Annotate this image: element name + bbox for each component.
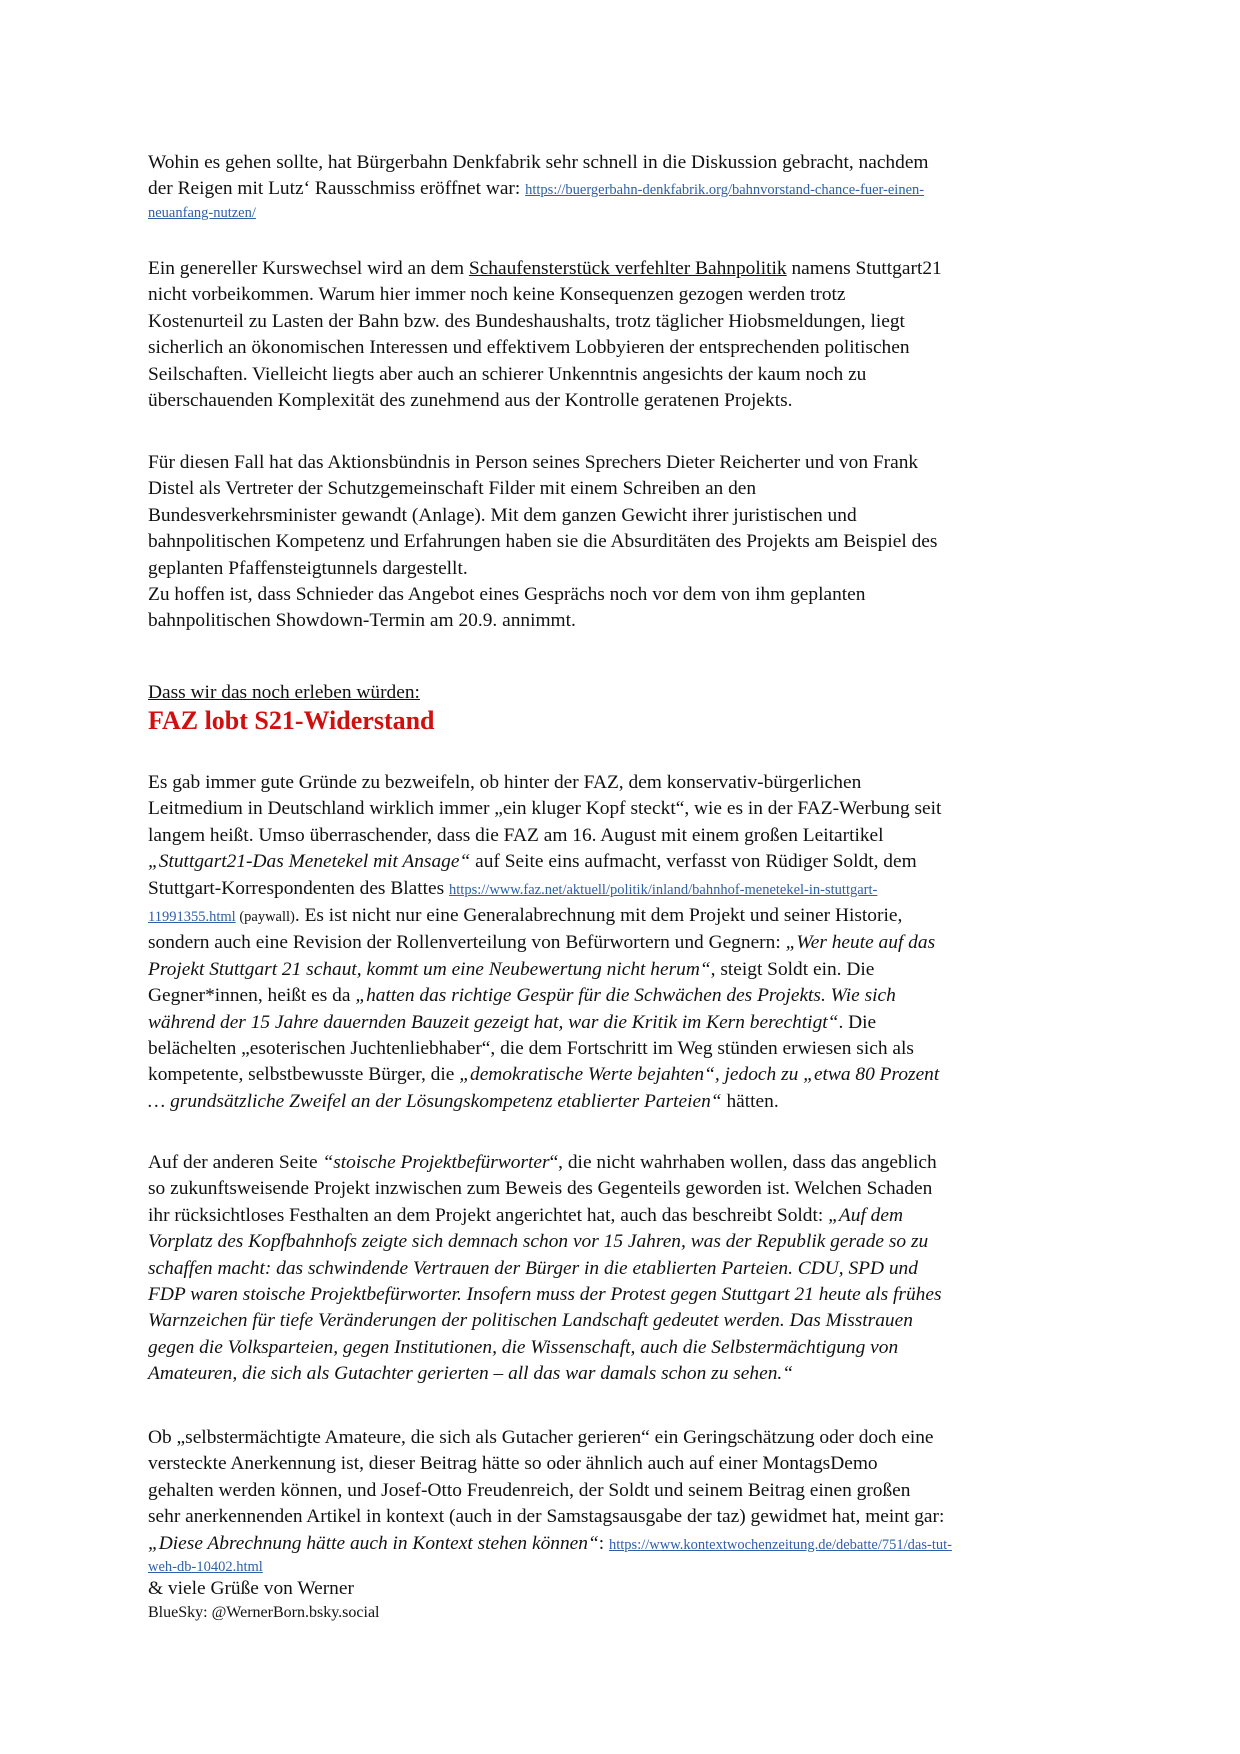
- text-line: Zu hoffen ist, dass Schnieder das Angebot eines Gesprächs noch vor dem von ihm geplanten: [148, 584, 866, 606]
- text-line: [148, 256, 942, 282]
- quote-italic: „Auf dem: [828, 1204, 903, 1226]
- text-line: [148, 204, 929, 221]
- text-line: Ob „selbstermächtigte Amateure, die sich als Gutacher gerieren“ ein Geringschätzung oder doch eine: [148, 1427, 934, 1448]
- quote-line: schaffen macht: das schwindende Vertrauen der Bürger in die etablierten Parteien. CDU, SPD und: [148, 1257, 918, 1279]
- text-span: . Die: [838, 1011, 877, 1033]
- text-line: [148, 1203, 942, 1229]
- text-span: , steigt Soldt ein. Die: [710, 958, 875, 980]
- text-line: [148, 1010, 941, 1036]
- text-line: bahnpolitischen Showdown-Termin am 20.9. annimmt.: [148, 610, 576, 632]
- quote-italic: „demokratische Werte bejahten“, jedoch zu „etwa 80 Prozent: [459, 1064, 940, 1086]
- quote-italic: „Wer heute auf das: [785, 932, 936, 954]
- quote-italic: „Diese Abrechnung hätte auch in Kontext stehen können“: [148, 1532, 599, 1554]
- text-line: [148, 930, 941, 956]
- paragraph-aktionsbuendnis: [148, 450, 937, 635]
- text-span: der Reigen mit Lutz‘ Rausschmiss eröffnet war:: [148, 178, 526, 200]
- text-line: [148, 176, 929, 203]
- text-span: Ein genereller Kurswechsel wird an dem: [148, 258, 469, 279]
- text-line: sehr anerkennenden Artikel in kontext (auch in der Samstagsausgabe der taz) gewidmet hat, meint gar:: [148, 1506, 945, 1528]
- bluesky-handle: BlueSky: @WernerBorn.bsky.social: [148, 1604, 380, 1621]
- quote-line: Warnzeichen für tiefe Veränderungen der politischen Landschaft gedeutet werden. Das Misstrauen: [148, 1310, 913, 1332]
- text-span: “, die nicht wahrhaben wollen, dass das angeblich: [549, 1152, 937, 1173]
- kontext-link-continued[interactable]: weh-db-10402.html: [148, 1559, 263, 1576]
- text-line: geplanten Pfaffensteigtunnels dargestellt.: [148, 557, 468, 579]
- text-line: gehalten werden können, und Josef-Otto Freudenreich, der Soldt und seinem Beitrag einen großen: [148, 1479, 911, 1501]
- text-line: nicht vorbeikommen. Warum hier immer noch keine Konsequenzen gezogen werden trotz: [148, 284, 846, 306]
- quote-italic: während der 15 Jahre dauernden Bauzeit gezeigt hat, war die Kritik im Kern berechtigt“: [148, 1011, 839, 1033]
- text-line: Wohin es gehen sollte, hat Bürgerbahn Denkfabrik sehr schnell in die Diskussion gebracht, nachdem: [148, 152, 929, 173]
- quote-italic: „Stuttgart21-Das Menetekel mit Ansage“: [148, 851, 471, 873]
- text-line: [148, 1089, 941, 1115]
- text-span: . Es ist nicht nur eine Generalabrechnung mit dem Projekt und seiner Historie,: [294, 905, 903, 927]
- text-line: langem heißt. Umso überraschender, dass die FAZ am 16. August mit einem großen Leitartikel: [148, 824, 884, 846]
- text-line: [148, 1531, 952, 1558]
- text-line: [148, 903, 941, 930]
- text-line: belächelten „esoterischen Juchtenliebhaber“, die dem Fortschritt im Weg stünden erwiesen sich als: [148, 1038, 914, 1060]
- paragraph-kurswechsel: [148, 256, 942, 414]
- paywall-note: (paywall): [235, 909, 295, 926]
- quote-italic: … grundsätzliche Zweifel an der Lösungskompetenz etablierter Parteien“: [148, 1090, 722, 1112]
- text-line: [148, 849, 941, 875]
- buergerbahn-link-continued[interactable]: neuanfang-nutzen/: [148, 204, 256, 221]
- quote-line: Amateuren, die sich als Gutachter gerierten – all das war damals schon zu sehen.“: [148, 1363, 794, 1385]
- paragraph-kontext: [148, 1425, 952, 1575]
- quote-line: Vorplatz des Kopfbahnhofs zeigte sich demnach schon vor 15 Jahren, was der Republik gerade so zu: [148, 1231, 929, 1253]
- paragraph-befuerworter: [148, 1150, 942, 1388]
- text-line: Kostenurteil zu Lasten der Bahn bzw. des Bundeshaushalts, trotz täglicher Hiobsmeldungen, liegt: [148, 310, 905, 332]
- kontext-link[interactable]: https://www.kontextwochenzeitung.de/debatte/751/das-tut-: [609, 1536, 952, 1553]
- text-span: auf Seite eins aufmacht, verfasst von Rüdiger Soldt, dem: [470, 851, 917, 873]
- headline: FAZ lobt S21-Widerstand: [148, 706, 435, 735]
- text-line: [148, 957, 941, 983]
- quote-line: FDP waren stoische Projektbefürworter. Insofern muss der Protest gegen Stuttgart 21 heute als frühes: [148, 1284, 942, 1306]
- text-line: Leitmedium in Deutschland wirklich immer „ein kluger Kopf steckt“, wie es in der FAZ-Werbung seit: [148, 798, 942, 820]
- text-span: kompetente, selbstbewusste Bürger, die: [148, 1064, 460, 1086]
- text-span: namens Stuttgart21: [786, 258, 942, 279]
- text-span: Gegner*innen, heißt es da: [148, 985, 356, 1007]
- text-line: versteckte Anerkennung ist, dieser Beitrag hätte so oder ähnlich auch auf einer MontagsDemo: [148, 1453, 878, 1475]
- text-line: [148, 1558, 952, 1575]
- text-line: bahnpolitischen Kompetenz und Erfahrungen haben sie die Absurditäten des Projekts am Beispiel des: [148, 531, 938, 553]
- faz-link[interactable]: https://www.faz.net/aktuell/politik/inland/bahnhof-menetekel-in-stuttgart-: [449, 881, 878, 898]
- text-line: [148, 1150, 942, 1176]
- text-line: [148, 983, 941, 1009]
- text-line: Es gab immer gute Gründe zu bezweifeln, ob hinter der FAZ, dem konservativ-bürgerlichen: [148, 772, 862, 793]
- text-span: sondern auch eine Revision der Rollenverteilung von Befürwortern und Gegnern:: [148, 932, 786, 954]
- text-span: hätten.: [721, 1090, 779, 1112]
- text-span: Auf der anderen Seite: [148, 1152, 323, 1173]
- text-line: Bundesverkehrsminister gewandt (Anlage). Mit dem ganzen Gewicht ihrer juristischen und: [148, 504, 857, 526]
- kicker: Dass wir das noch erleben würden:: [148, 682, 420, 703]
- buergerbahn-link[interactable]: https://buergerbahn-denkfabrik.org/bahnvorstand-chance-fuer-einen-: [525, 182, 925, 199]
- text-line: Seilschaften. Vielleicht liegts aber auch an schierer Unkenntnis angesichts der kaum noch zu: [148, 363, 867, 385]
- quote-italic: Projekt Stuttgart 21 schaut, kommt um eine Neubewertung nicht herum“: [148, 958, 711, 980]
- text-line: so zukunftsweisende Projekt inzwischen zum Beweis des Gegenteils geworden ist. Welchen Schaden: [148, 1178, 933, 1200]
- signature: & viele Grüße von Werner: [148, 1578, 354, 1599]
- text-line: [148, 1062, 941, 1088]
- text-line: Für diesen Fall hat das Aktionsbündnis in Person seines Sprechers Dieter Reicherter und von Frank: [148, 452, 919, 473]
- text-line: [148, 876, 941, 903]
- text-line: Distel als Vertreter der Schutzgemeinschaft Filder mit einem Schreiben an den: [148, 478, 757, 500]
- faz-link-continued[interactable]: 11991355.html: [148, 909, 236, 926]
- text-line: überschauenden Komplexität des zunehmend aus der Kontrolle geratenen Projekts.: [148, 390, 793, 412]
- paragraph-intro: [148, 150, 929, 221]
- underlined-phrase: Schaufensterstück verfehlter Bahnpolitik: [468, 258, 787, 279]
- quote-italic: “stoische Projektbefürworter: [322, 1152, 550, 1173]
- text-span: ihr rücksichtloses Festhalten an dem Projekt angerichtet hat, auch das beschreibt Soldt:: [148, 1204, 829, 1226]
- paragraph-faz: [148, 770, 941, 1115]
- quote-line: gegen die Volksparteien, gegen Institutionen, die Wissenschaft, auch die Selbstermächtigung von: [148, 1336, 899, 1358]
- text-span: :: [598, 1532, 609, 1554]
- text-span: Stuttgart-Korrespondenten des Blattes: [148, 877, 450, 899]
- text-line: sicherlich an ökonomischen Interessen und effektivem Lobbyieren der entsprechenden politischen: [148, 337, 910, 359]
- quote-italic: „hatten das richtige Gespür für die Schwächen des Projekts. Wie sich: [355, 985, 896, 1007]
